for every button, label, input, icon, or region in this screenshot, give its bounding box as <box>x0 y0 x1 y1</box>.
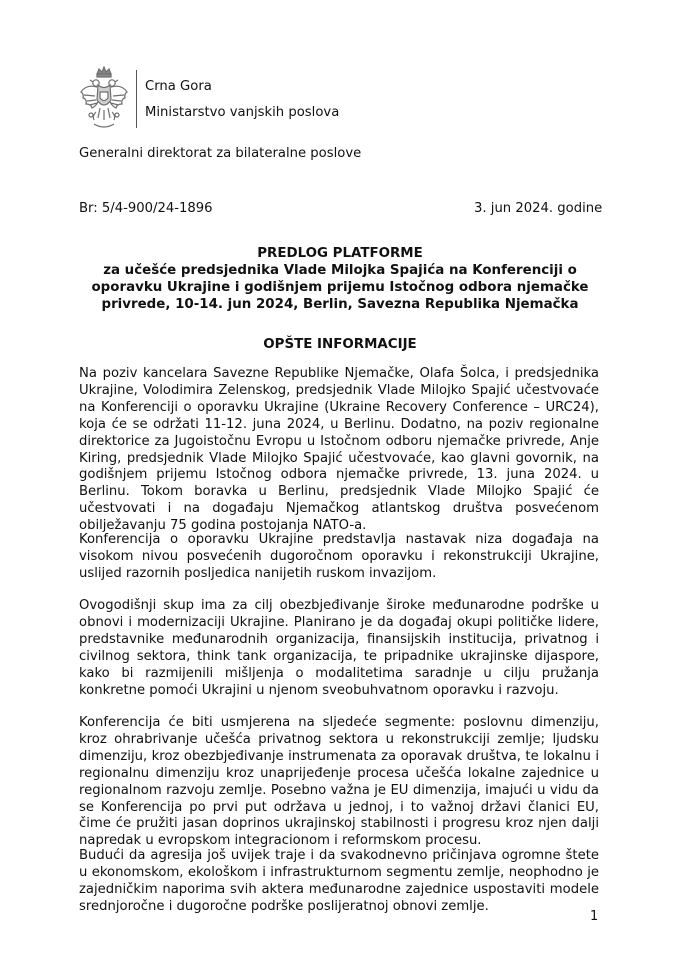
document-title-subtitle: za učešće predsjednika Vlade Milojka Spajića na Konferenciji o oporavku Ukrajine i godišnjem prijemu Istočnog odbora njemačke privrede, 10-14. jun 2024, Berlin, Savezna Republika Njemačka <box>91 263 589 313</box>
document-title-heading: PREDLOG PLATFORME <box>257 246 423 261</box>
country-name: Crna Gora <box>145 79 212 94</box>
page-number: 1 <box>590 909 599 924</box>
paragraph-segments: Konferencija će biti usmjerena na sljedeće segmente: poslovnu dimenziju, kroz ohrabrivanje učešća privatnog sektora u rekonstrukciji zemlje; ljudsku dimenziju, kroz obezbjeđivanje instrumenata za oporavak društva, te lokalnu i regionalnu dimenziju kroz unaprijeđenje procesa učešća lokalne zajednice u regionalnom razvoju zemlje. Posebno važna je EU dimenzija, imajući u vidu da se Konferencija po prvi put održava u jednoj, i to važnoj državi članici EU, čime će pružiti jasan doprinos ukrajinskoj stabilnosti i progresu kroz njen dalji napredak u evropskom integracionom i reformskom procesu. <box>79 715 599 849</box>
reference-number: Br: 5/4-900/24-1896 <box>79 201 213 216</box>
paragraph-conference-overview: Konferencija o oporavku Ukrajine predstavlja nastavak niza događaja na visokom nivou posvećenih dugoročnom oporavku i rekonstrukciji Ukrajine, uslijed razornih posljedica nanijetih ruskom invazijom. <box>79 532 599 581</box>
paragraph-support: Budući da agresija još uvijek traje i da svakodnevno pričinjava ogromne štete u ekonomskom, ekološkom i infrastrukturnom segmentu zemlje, neophodno je zajedničkim naporima svih aktera međunarodne zajednice uspostaviti modele srednjoročne i dugoročne podrške poslijeratnoj obnovi zemlje. <box>79 848 599 914</box>
header-divider <box>136 70 137 128</box>
paragraph-goals: Ovogodišnji skup ima za cilj obezbjeđivanje široke međunarodne podrške u obnovi i modernizaciji Ukrajine. Planirano je da događaj okupi političke lidere, predstavnike međunarodnih organizacija, finansijskih institucija, privatnog i civilnog sektora, think tank organizacija, te pripadnike ukrajinske dijaspore, kako bi razmijenili mišljenja o modalitetima saradnje u cilju pružanja konkretne pomoći Ukrajini u njenom sveobuhvatnom oporavku i razvoju. <box>79 598 599 698</box>
coat-of-arms-icon <box>78 66 130 132</box>
directorate-name: Generalni direktorat za bilateralne poslove <box>79 146 362 161</box>
ministry-name: Ministarstvo vanjskih poslova <box>145 105 340 120</box>
document-date: 3. jun 2024. godine <box>474 201 603 216</box>
paragraph-intro: Na poziv kancelara Savezne Republike Njemačke, Olafa Šolca, i predsjednika Ukrajine, Volodimira Zelenskog, predsjednik Vlade Milojko Spajić učestvovaće na Konferenciji o oporavku Ukrajine (Ukraine Recovery Conference – URC24), koja će se održati 11-12. juna 2024, u Berlinu. Dodatno, na poziv regionalne direktorice za Jugoistočnu Evropu u Istočnom odboru njemačke privrede, Anje Kiring, predsjednik Vlade Milojko Spajić učestvovaće, kao glavni govornik, na godišnjem prijemu Istočnog odbora njemačke privrede, 13. juna 2024. u Berlinu. Tokom boravka u Berlinu, predsjednik Vlade Milojko Spajić će učestvovati i na događaju Njemačkog atlantskog društva posvećenom obilježavanju 75 godina postojanja NATO-a. <box>79 366 599 534</box>
section-title: OPŠTE INFORMACIJE <box>263 337 417 352</box>
